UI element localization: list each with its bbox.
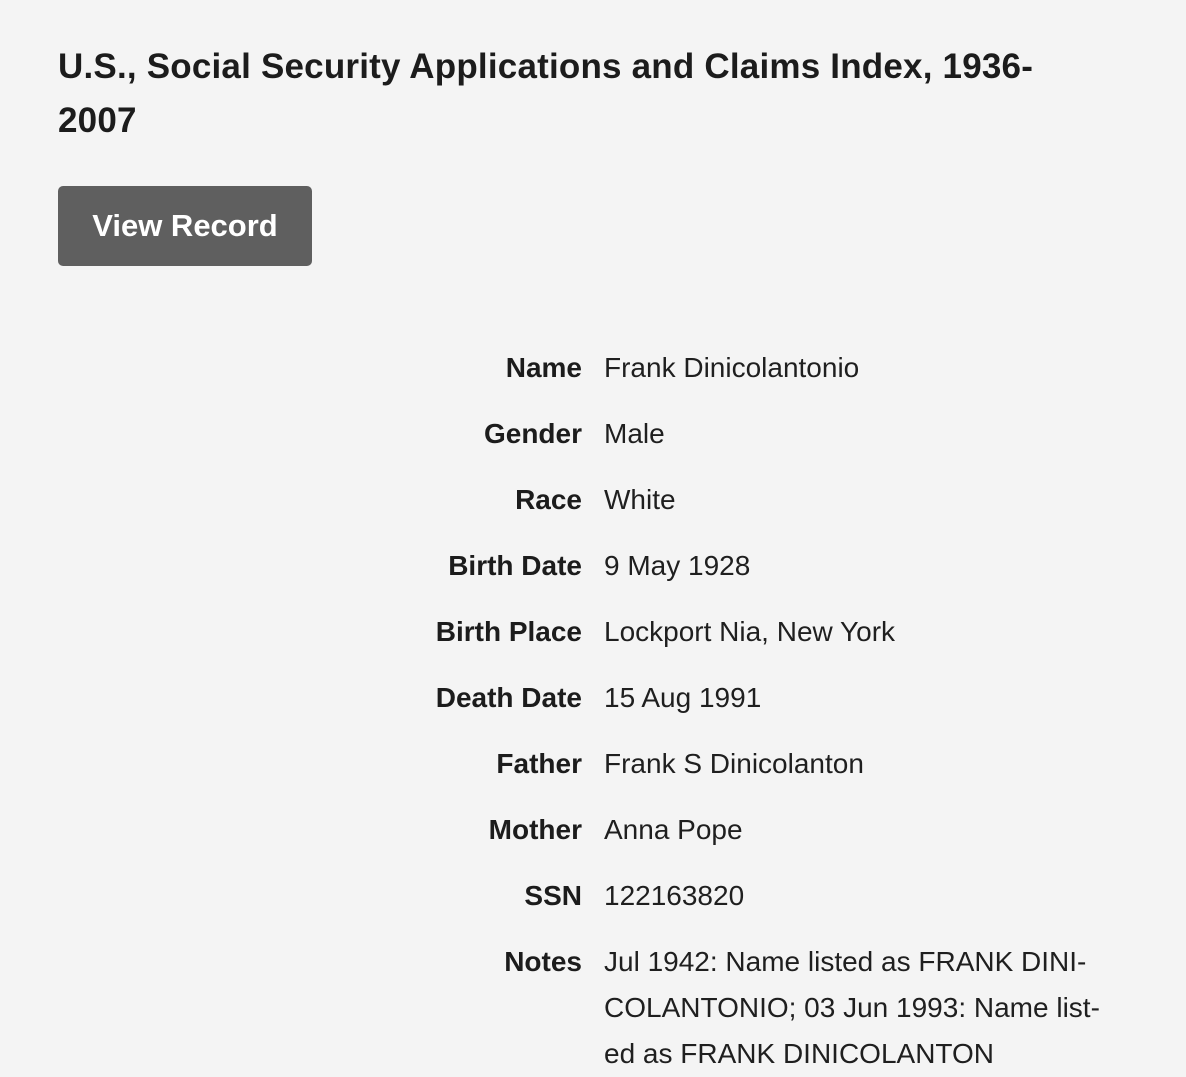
field-value: White [604, 484, 676, 515]
field-label: Death Date [435, 682, 582, 713]
field-row-race [58, 477, 1128, 543]
field-label: Birth Place [435, 616, 582, 647]
field-row-name [58, 345, 1128, 411]
field-value: 122163820 [604, 880, 745, 911]
field-label: Birth Date [448, 550, 582, 581]
field-row-mother [58, 807, 1128, 873]
field-label: Race [515, 484, 582, 515]
field-label: Notes [504, 946, 582, 977]
record-title: U.S., Social Security Applications and Claims Index, 1936- 2007 [58, 47, 1034, 140]
field-value: 9 May 1928 [604, 550, 751, 581]
field-row-notes [58, 939, 1128, 1077]
field-value: Anna Pope [604, 814, 743, 845]
field-row-death-date [58, 675, 1128, 741]
view-record-button[interactable]: View Record [58, 186, 312, 266]
field-label: Gender [483, 418, 582, 449]
field-row-gender [58, 411, 1128, 477]
field-label: SSN [524, 880, 582, 911]
field-value: Jul 1942: Name listed as FRANK DINI- COLANTONIO; 03 Jun 1993: Name list- ed as FRANK DINICOLANTON [604, 946, 1100, 1069]
field-label: Father [496, 748, 582, 779]
field-value: Male [604, 418, 665, 449]
field-row-father [58, 741, 1128, 807]
field-value: Frank Dinicolantonio [604, 352, 860, 383]
field-row-birth-place [58, 609, 1128, 675]
field-row-birth-date [58, 543, 1128, 609]
field-label: Name [505, 352, 582, 383]
field-value: 15 Aug 1991 [604, 682, 762, 713]
field-label: Mother [488, 814, 582, 845]
record-card [58, 40, 1128, 1069]
field-value: Frank S Dinicolanton [604, 748, 864, 779]
field-value: Lockport Nia, New York [604, 616, 896, 647]
record-fields [58, 345, 1128, 1077]
field-row-ssn [58, 873, 1128, 939]
